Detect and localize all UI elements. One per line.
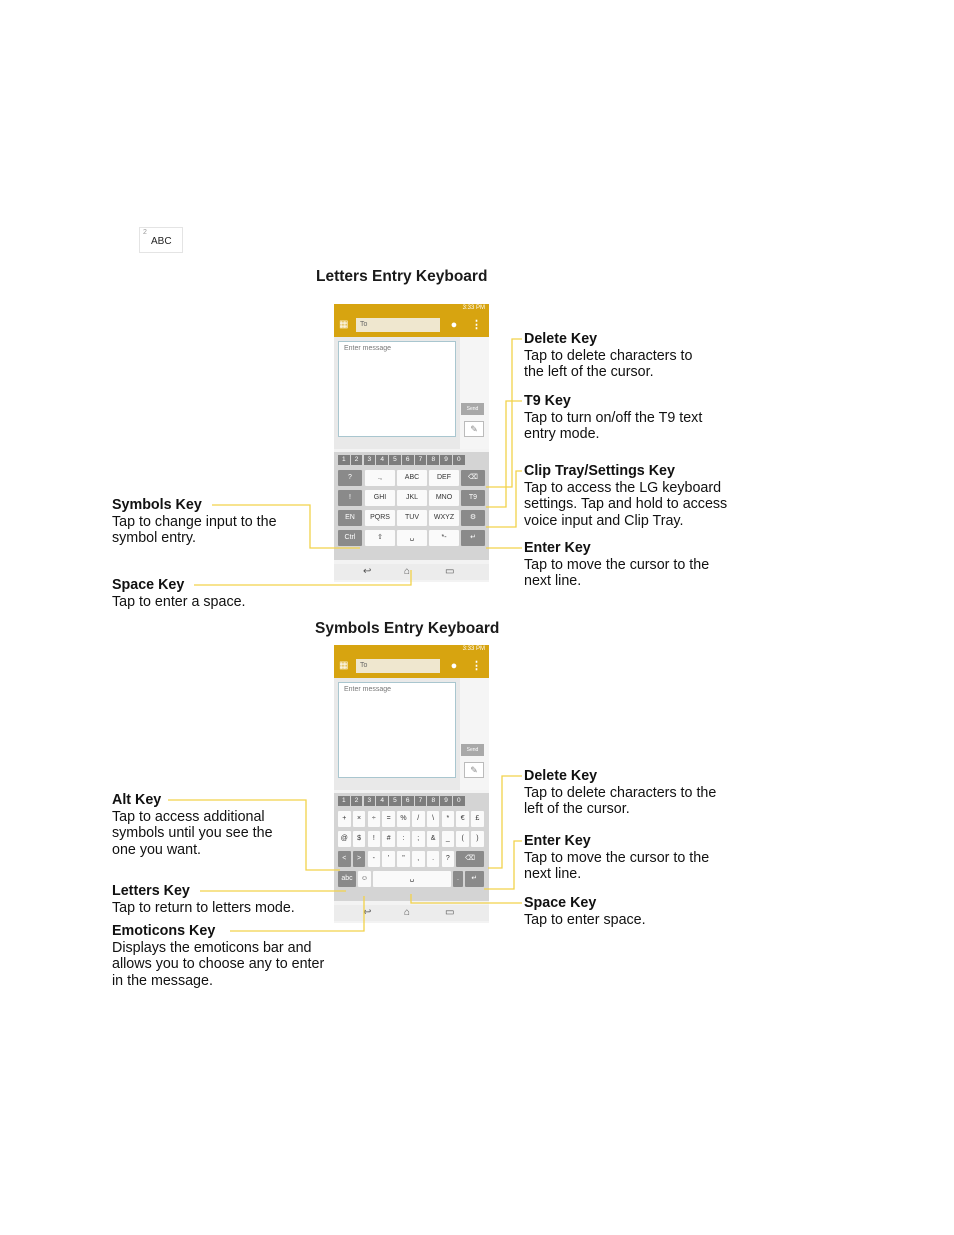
send-button[interactable]: Send <box>461 403 484 415</box>
callout-title: Delete Key <box>524 331 598 347</box>
symbol-key[interactable]: £ <box>471 811 484 827</box>
callout-title: Enter Key <box>524 833 591 849</box>
callout-text: Tap to change input to the <box>112 513 277 530</box>
callout-text: Tap to return to letters mode. <box>112 899 295 916</box>
callout-text: voice input and Clip Tray. <box>524 512 684 529</box>
contact-icon[interactable]: ● <box>450 319 458 331</box>
callout-text: in the message. <box>112 972 213 989</box>
symbol-key[interactable]: × <box>353 811 366 827</box>
callout-text: symbols until you see the <box>112 825 273 841</box>
recent-apps-icon[interactable]: ▭ <box>445 907 455 918</box>
key-mno[interactable]: MNO <box>429 490 459 506</box>
symbol-key[interactable]: $ <box>353 831 366 847</box>
key-pqrs[interactable]: PQRS <box>365 510 395 526</box>
callout-text: Tap to move the cursor to the <box>524 849 710 866</box>
callout-text: the left of the cursor. <box>524 364 654 380</box>
callout-text: next line. <box>524 573 582 589</box>
letters-key[interactable]: abc <box>338 871 356 887</box>
callout-title: T9 Key <box>524 393 571 409</box>
key-9[interactable]: 9 <box>440 455 452 465</box>
key-6[interactable]: 6 <box>402 455 414 465</box>
home-icon[interactable]: ⌂ <box>404 907 411 918</box>
symbol-key[interactable]: & <box>427 831 440 847</box>
key-7[interactable]: 7 <box>415 796 427 806</box>
key-8[interactable]: 8 <box>427 796 439 806</box>
symbol-key[interactable]: ! <box>368 831 381 847</box>
callout-text: Tap to enter space. <box>524 911 646 928</box>
callout-text: next line. <box>524 866 582 882</box>
symbol-key[interactable]: / <box>412 811 425 827</box>
symbols-section-title: Symbols Entry Keyboard <box>315 620 500 637</box>
key-def[interactable]: DEF <box>429 470 459 486</box>
grid-icon[interactable]: ▦ <box>339 660 349 671</box>
language-key[interactable]: EN <box>338 510 362 526</box>
paperclip-icon[interactable]: ✎ <box>464 421 484 437</box>
symbol-key[interactable]: : <box>397 831 410 847</box>
to-field[interactable]: To <box>356 659 440 673</box>
leader-space <box>194 570 411 585</box>
symbol-key[interactable]: - <box>368 851 381 867</box>
callout-text: Tap to delete characters to <box>524 347 693 364</box>
grid-icon[interactable]: ▦ <box>339 319 349 330</box>
space-key[interactable]: ␣ <box>397 530 427 546</box>
symbol-key[interactable]: ) <box>471 831 484 847</box>
key-7[interactable]: 7 <box>415 455 427 465</box>
callout-text: Tap to access additional <box>112 808 265 825</box>
callout-title: Clip Tray/Settings Key <box>524 463 675 479</box>
symbol-key[interactable]: ' <box>382 851 395 867</box>
paperclip-icon[interactable]: ✎ <box>464 762 484 778</box>
key-question[interactable]: ? <box>338 470 362 486</box>
key-4[interactable]: 4 <box>376 796 388 806</box>
key-4[interactable]: 4 <box>376 455 388 465</box>
leader-enter-sym <box>484 841 522 889</box>
message-input[interactable]: Enter message <box>338 682 456 778</box>
key-2[interactable]: 2 <box>351 455 363 465</box>
leader-emoticons <box>230 896 364 931</box>
leader-clip-tray <box>486 471 522 527</box>
leader-delete-sym <box>488 776 522 868</box>
symbol-key[interactable]: \ <box>427 811 440 827</box>
home-icon[interactable]: ⌂ <box>404 566 411 577</box>
shift-key[interactable]: ⇧ <box>365 530 395 546</box>
callout-text: symbol entry. <box>112 530 196 546</box>
key-punct[interactable]: ., <box>365 470 395 486</box>
key-9[interactable]: 9 <box>440 796 452 806</box>
symbols-key[interactable]: Ctrl <box>338 530 362 546</box>
symbol-key[interactable]: _ <box>442 831 455 847</box>
symbol-key[interactable]: * <box>442 811 455 827</box>
message-input[interactable]: Enter message <box>338 341 456 437</box>
callout-title: Alt Key <box>112 792 162 808</box>
leader-delete <box>486 339 522 487</box>
key-3[interactable]: 3 <box>364 455 376 465</box>
callout-title: Delete Key <box>524 768 598 784</box>
abc-tag-label: ABC <box>151 236 172 247</box>
key-5[interactable]: 5 <box>389 455 401 465</box>
callout-text: Tap to delete characters to the <box>524 784 717 801</box>
key-5[interactable]: 5 <box>389 796 401 806</box>
callout-text: Tap to turn on/off the T9 text <box>524 409 703 426</box>
key-jkl[interactable]: JKL <box>397 490 427 506</box>
key-abc[interactable]: ABC <box>397 470 427 486</box>
callout-text: entry mode. <box>524 426 600 442</box>
status-bar: 3:33 PM <box>334 645 489 654</box>
callout-text: Displays the emoticons bar and <box>112 939 312 956</box>
leader-space-sym <box>411 894 522 903</box>
enter-key[interactable]: ↵ <box>461 530 485 546</box>
callout-text: Tap to enter a space. <box>112 593 246 610</box>
symbol-key[interactable]: € <box>456 811 469 827</box>
alt-key-left[interactable]: < <box>338 851 351 867</box>
key-0[interactable]: 0 <box>453 455 465 465</box>
symbol-key[interactable]: # <box>382 831 395 847</box>
symbol-key[interactable]: @ <box>338 831 351 847</box>
symbol-key[interactable]: ÷ <box>368 811 381 827</box>
to-field[interactable]: To <box>356 318 440 332</box>
symbol-key[interactable]: , <box>412 851 425 867</box>
key-3[interactable]: 3 <box>364 796 376 806</box>
symbol-key[interactable]: % <box>397 811 410 827</box>
symbol-key[interactable]: = <box>382 811 395 827</box>
key-tuv[interactable]: TUV <box>397 510 427 526</box>
key-2[interactable]: 2 <box>351 796 363 806</box>
key-0[interactable]: 0 <box>453 796 465 806</box>
callout-text: allows you to choose any to enter <box>112 956 325 972</box>
callout-text: settings. Tap and hold to access <box>524 496 728 512</box>
symbol-key[interactable]: + <box>338 811 351 827</box>
key-ghi[interactable]: GHI <box>365 490 395 506</box>
symbol-key[interactable]: " <box>397 851 410 867</box>
send-button[interactable]: Send <box>461 744 484 756</box>
key-8[interactable]: 8 <box>427 455 439 465</box>
leader-alt <box>168 800 340 870</box>
alt-key-right[interactable]: > <box>353 851 366 867</box>
back-icon[interactable]: ↩ <box>363 566 372 577</box>
key-1[interactable]: 1 <box>338 796 350 806</box>
back-icon[interactable]: ↩ <box>363 907 372 918</box>
callout-text: Tap to access the LG keyboard <box>524 479 722 496</box>
callout-title: Emoticons Key <box>112 923 216 939</box>
delete-key[interactable]: ⌫ <box>461 470 485 486</box>
key-1[interactable]: 1 <box>338 455 350 465</box>
enter-key[interactable]: ↵ <box>465 871 484 887</box>
symbol-key[interactable]: ( <box>456 831 469 847</box>
space-key[interactable]: ␣ <box>373 871 451 887</box>
key-wxyz[interactable]: WXYZ <box>429 510 459 526</box>
key-star[interactable]: *- <box>429 530 459 546</box>
recent-apps-icon[interactable]: ▭ <box>445 566 455 577</box>
callout-text: one you want. <box>112 841 202 858</box>
symbol-key[interactable]: . <box>427 851 440 867</box>
callout-title: Space Key <box>112 577 185 593</box>
status-bar: 3:33 PM <box>334 304 489 313</box>
symbol-key[interactable]: ; <box>412 831 425 847</box>
menu-icon[interactable]: ⋮ <box>471 660 482 672</box>
callout-text: Tap to move the cursor to the <box>524 556 710 573</box>
callout-text: left of the cursor. <box>524 801 630 817</box>
delete-key[interactable]: ⌫ <box>456 851 483 867</box>
symbol-key[interactable]: ? <box>442 851 455 867</box>
letters-section-title: Letters Entry Keyboard <box>316 268 488 285</box>
key-6[interactable]: 6 <box>402 796 414 806</box>
callout-title: Enter Key <box>524 540 591 556</box>
settings-gear-key[interactable]: ⚙ <box>461 510 485 526</box>
menu-icon[interactable]: ⋮ <box>471 319 482 331</box>
period-key[interactable]: . <box>453 871 463 887</box>
callout-title: Symbols Key <box>112 497 202 513</box>
t9-key[interactable]: T9 <box>461 490 485 506</box>
callout-title: Letters Key <box>112 883 190 899</box>
emoticons-icon[interactable]: ☺ <box>358 871 371 887</box>
leader-symbols <box>212 505 360 548</box>
contact-icon[interactable]: ● <box>450 660 458 672</box>
abc-tag-index: 2 <box>143 229 147 236</box>
key-exclaim[interactable]: ! <box>338 490 362 506</box>
callout-title: Space Key <box>524 895 597 911</box>
